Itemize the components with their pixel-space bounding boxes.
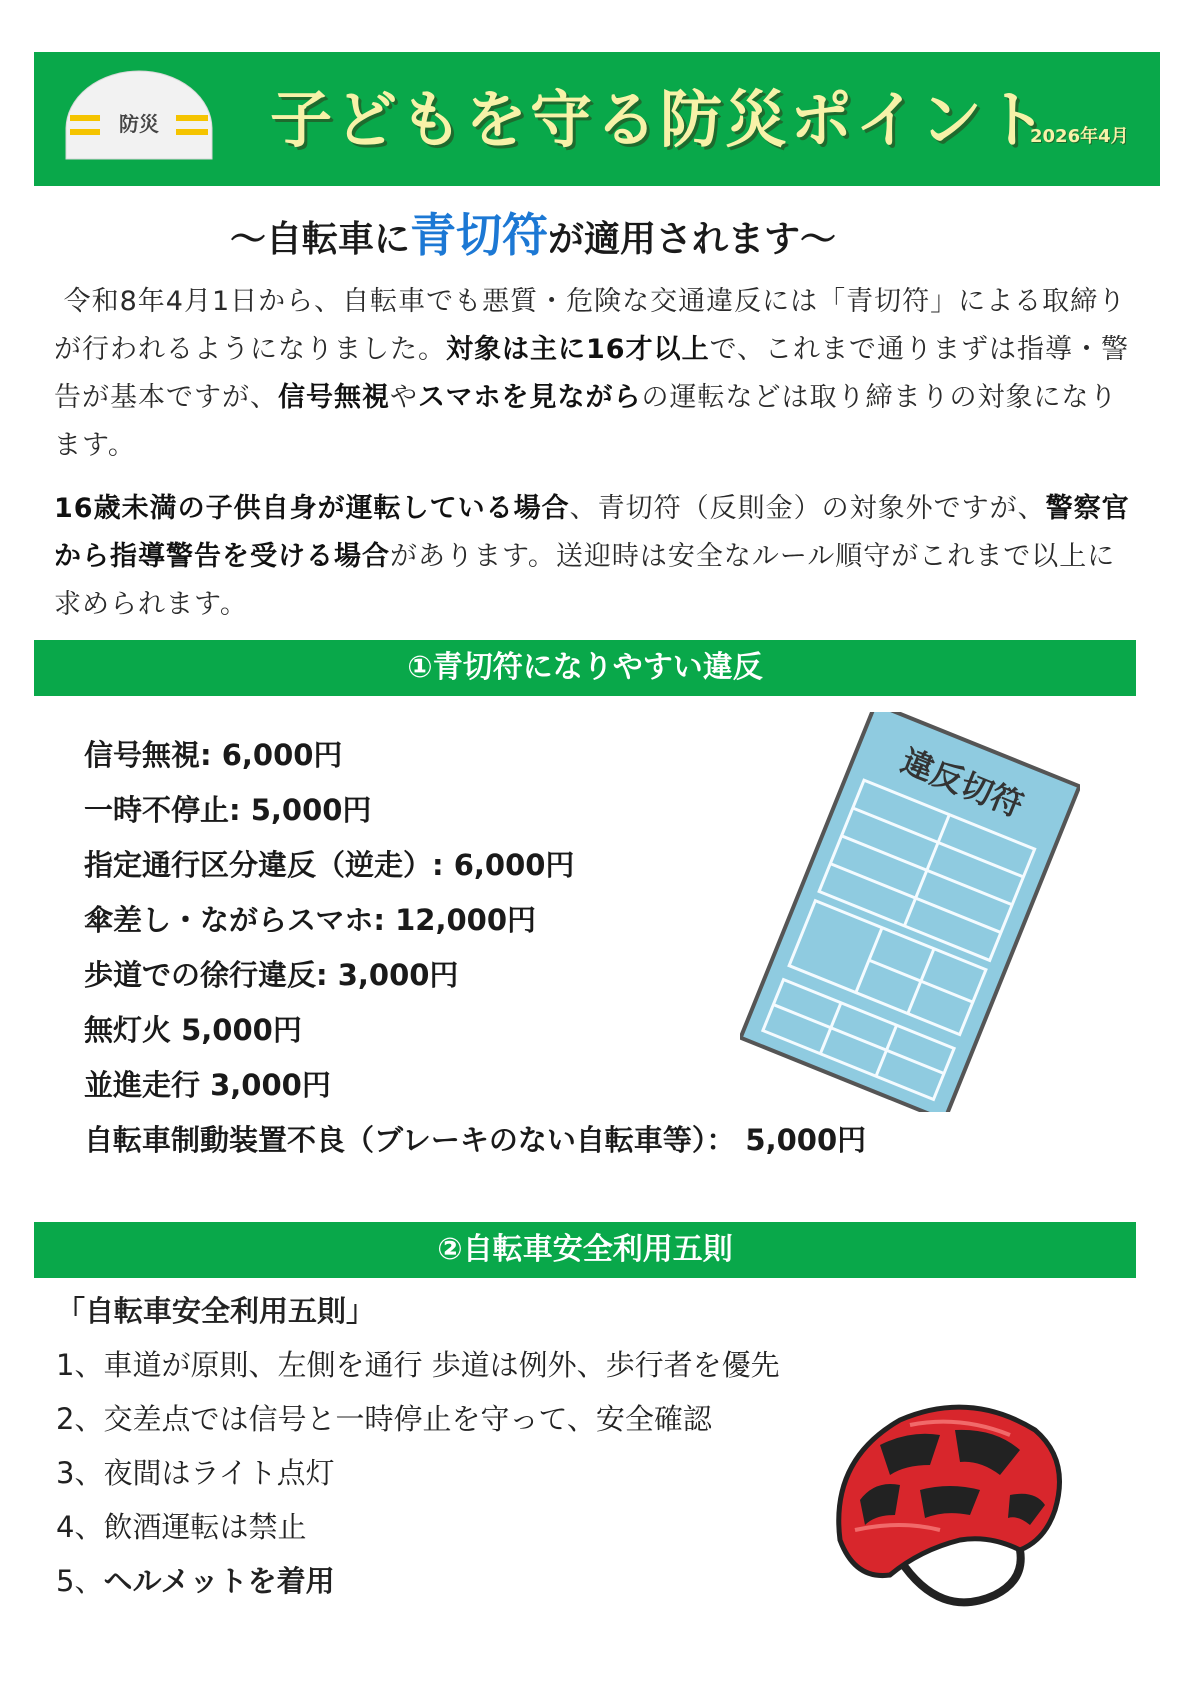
intro-paragraph-2: [54, 485, 1134, 629]
subtitle-prefix: ～自転車に: [230, 219, 411, 260]
issue-date: 2026年4月: [1030, 126, 1129, 147]
p2-seg: 、青切符（反則金）の対象外ですが、: [569, 493, 1046, 524]
fine-item: 自転車制動装置不良（ブレーキのない自転車等）： 5,000円: [84, 1123, 867, 1157]
p1-seg: の運転などは取り締まりの対象になります。: [54, 382, 1118, 461]
fine-item: 無灯火 5,000円: [84, 1013, 302, 1047]
p1-seg-bold: 信号無視: [278, 382, 390, 413]
p2-seg: があります。送迎時は安全なルール順守がこれまで以上に求められます。: [54, 541, 1116, 620]
intro-paragraph-1: [54, 278, 1134, 470]
p2-seg-bold: 警察官から指導警告を受ける場合: [54, 493, 1130, 572]
rules-title: 「自転車安全利用五則」: [56, 1294, 376, 1328]
fine-item: 傘差し・ながらスマホ: 12,000円: [84, 903, 537, 937]
fine-item: 指定通行区分違反（逆走）: 6,000円: [84, 848, 575, 882]
subtitle: [230, 205, 930, 265]
page-title: 子どもを守る防災ポイント: [270, 83, 1051, 156]
p1-seg: 令和8年4月1日から、自転車でも悪質・危険な交通違反には「青切符」による取締りが行われるようになりました。: [54, 286, 1127, 365]
p1-seg: や: [390, 382, 418, 413]
ticket-label: 違反切符: [895, 741, 1029, 825]
rule5-bold: ヘルメットを着用: [103, 1564, 335, 1598]
violation-ticket-icon: [740, 712, 1080, 1112]
subtitle-suffix: が適用されます～: [548, 219, 837, 260]
section2-heading: ②自転車安全利用五則: [34, 1222, 1136, 1278]
rule-item: 2、交差点では信号と一時停止を守って、安全確認: [56, 1402, 712, 1436]
fine-item: 信号無視: 6,000円: [84, 738, 343, 772]
rule-item: 4、飲酒運転は禁止: [56, 1510, 307, 1544]
badge-label: 防災: [119, 112, 159, 136]
subtitle-highlight: 青切符: [410, 208, 549, 262]
p2-seg-bold: 16歳未満の子供自身が運転している場合: [54, 493, 570, 524]
bousai-badge-icon: [64, 69, 214, 161]
fine-item: 並進走行 3,000円: [84, 1068, 331, 1102]
p1-seg: で、これまで通りまずは指導・警告が基本ですが、: [54, 334, 1130, 413]
fine-item: 一時不停止: 5,000円: [84, 793, 372, 827]
fine-item: 歩道での徐行違反: 3,000円: [84, 958, 459, 992]
rule-item: 1、車道が原則、左側を通行 歩道は例外、歩行者を優先: [56, 1348, 780, 1382]
p1-seg-bold: スマホを見ながら: [418, 382, 642, 413]
p1-seg-bold: 対象は主に16才以上: [446, 334, 710, 365]
rule5-prefix: 5、: [56, 1564, 104, 1598]
section1-heading: ①青切符になりやすい違反: [34, 640, 1136, 696]
bicycle-helmet-icon: [820, 1390, 1070, 1630]
rule-item: 3、夜間はライト点灯: [56, 1456, 335, 1490]
